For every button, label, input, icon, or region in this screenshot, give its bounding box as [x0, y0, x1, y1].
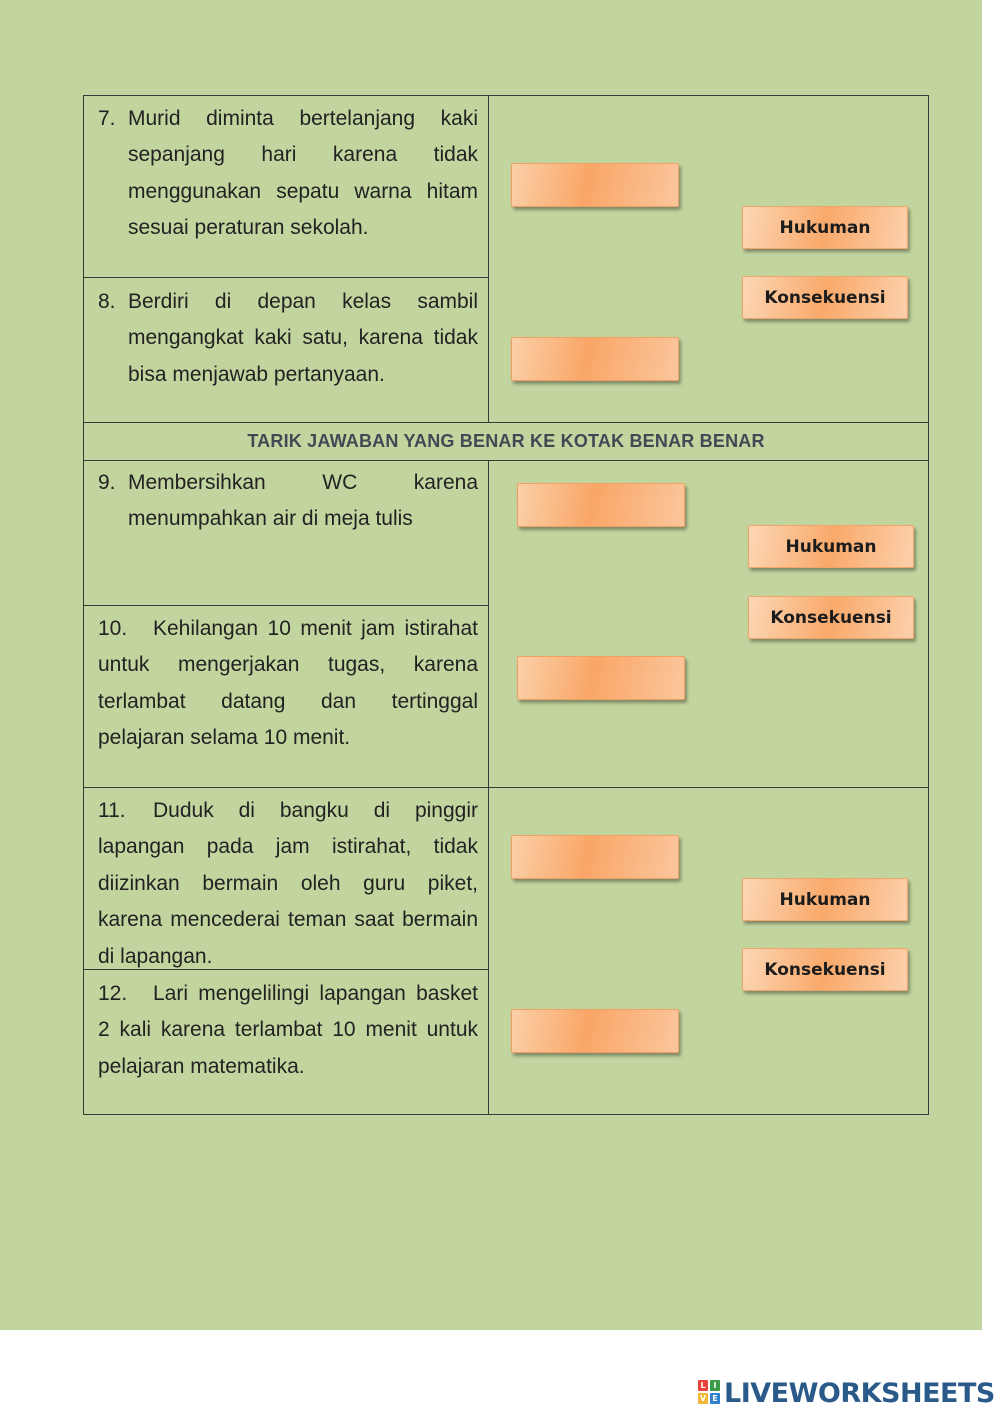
answer-drop-zone-11[interactable] [511, 835, 679, 879]
logo-tile: V [699, 1394, 707, 1403]
question-number: 12. [98, 982, 128, 1005]
draggable-option-konsekuensi[interactable]: Konsekuensi [742, 276, 908, 319]
draggable-option-hukuman[interactable]: Hukuman [748, 525, 914, 568]
answer-drop-zone-12[interactable] [511, 1009, 679, 1053]
liveworksheets-logo[interactable] [698, 1376, 995, 1410]
question-text: Berdiri di depan kelas sambil mengangkat kaki satu, karena tidak bisa menjawab pertanyaan. [128, 290, 478, 386]
liveworksheets-logo-icon [698, 1380, 722, 1406]
table-border-top [83, 95, 929, 96]
answer-drop-zone-8[interactable] [511, 337, 679, 381]
question-text: Kehilangan 10 menit jam istirahat untuk mengerjakan tugas, karena terlambat datang dan tertinggal pelajaran selama 10 menit. [98, 617, 478, 750]
question-number: 7. [98, 107, 116, 130]
question-number: 9. [98, 471, 116, 494]
draggable-option-konsekuensi[interactable]: Konsekuensi [748, 596, 914, 639]
row-divider [83, 422, 929, 423]
answer-drop-zone-7[interactable] [511, 163, 679, 207]
question-text: Duduk di bangku di pinggir lapangan pada jam istirahat, tidak diizinkan bermain oleh guru piket, karena mencederai teman saat bermain di lapangan. [98, 799, 478, 968]
logo-tile: L [698, 1380, 708, 1391]
table-border-right [928, 95, 929, 1115]
brand-name: LIVEWORKSHEETS [724, 1377, 995, 1409]
row-divider [83, 605, 489, 606]
draggable-option-hukuman[interactable]: Hukuman [742, 878, 908, 921]
row-divider [83, 277, 489, 278]
answer-drop-zone-9[interactable] [517, 483, 685, 527]
question-number: 8. [98, 290, 116, 313]
column-divider [488, 95, 489, 423]
logo-tile: I [710, 1380, 720, 1391]
question-text: Lari mengelilingi lapangan basket 2 kali karena terlambat 10 menit untuk pelajaran matematika. [98, 982, 478, 1078]
question-text: Murid diminta bertelanjang kaki sepanjang hari karena tidak menggunakan sepatu warna hitam sesuai peraturan sekolah. [128, 107, 478, 240]
answer-drop-zone-10[interactable] [517, 656, 685, 700]
instruction-banner: TARIK JAWABAN YANG BENAR KE KOTAK BENAR BENAR [247, 431, 765, 451]
question-text: Membersihkan WC karena menumpahkan air di meja tulis [128, 471, 478, 531]
table-border-bottom [83, 1114, 929, 1115]
draggable-option-konsekuensi[interactable]: Konsekuensi [742, 948, 908, 991]
row-divider [83, 787, 929, 788]
question-number: 11. [98, 799, 126, 822]
question-number: 10. [98, 617, 128, 640]
logo-tile: E [710, 1393, 720, 1404]
draggable-option-hukuman[interactable]: Hukuman [742, 206, 908, 249]
row-divider [83, 460, 929, 461]
